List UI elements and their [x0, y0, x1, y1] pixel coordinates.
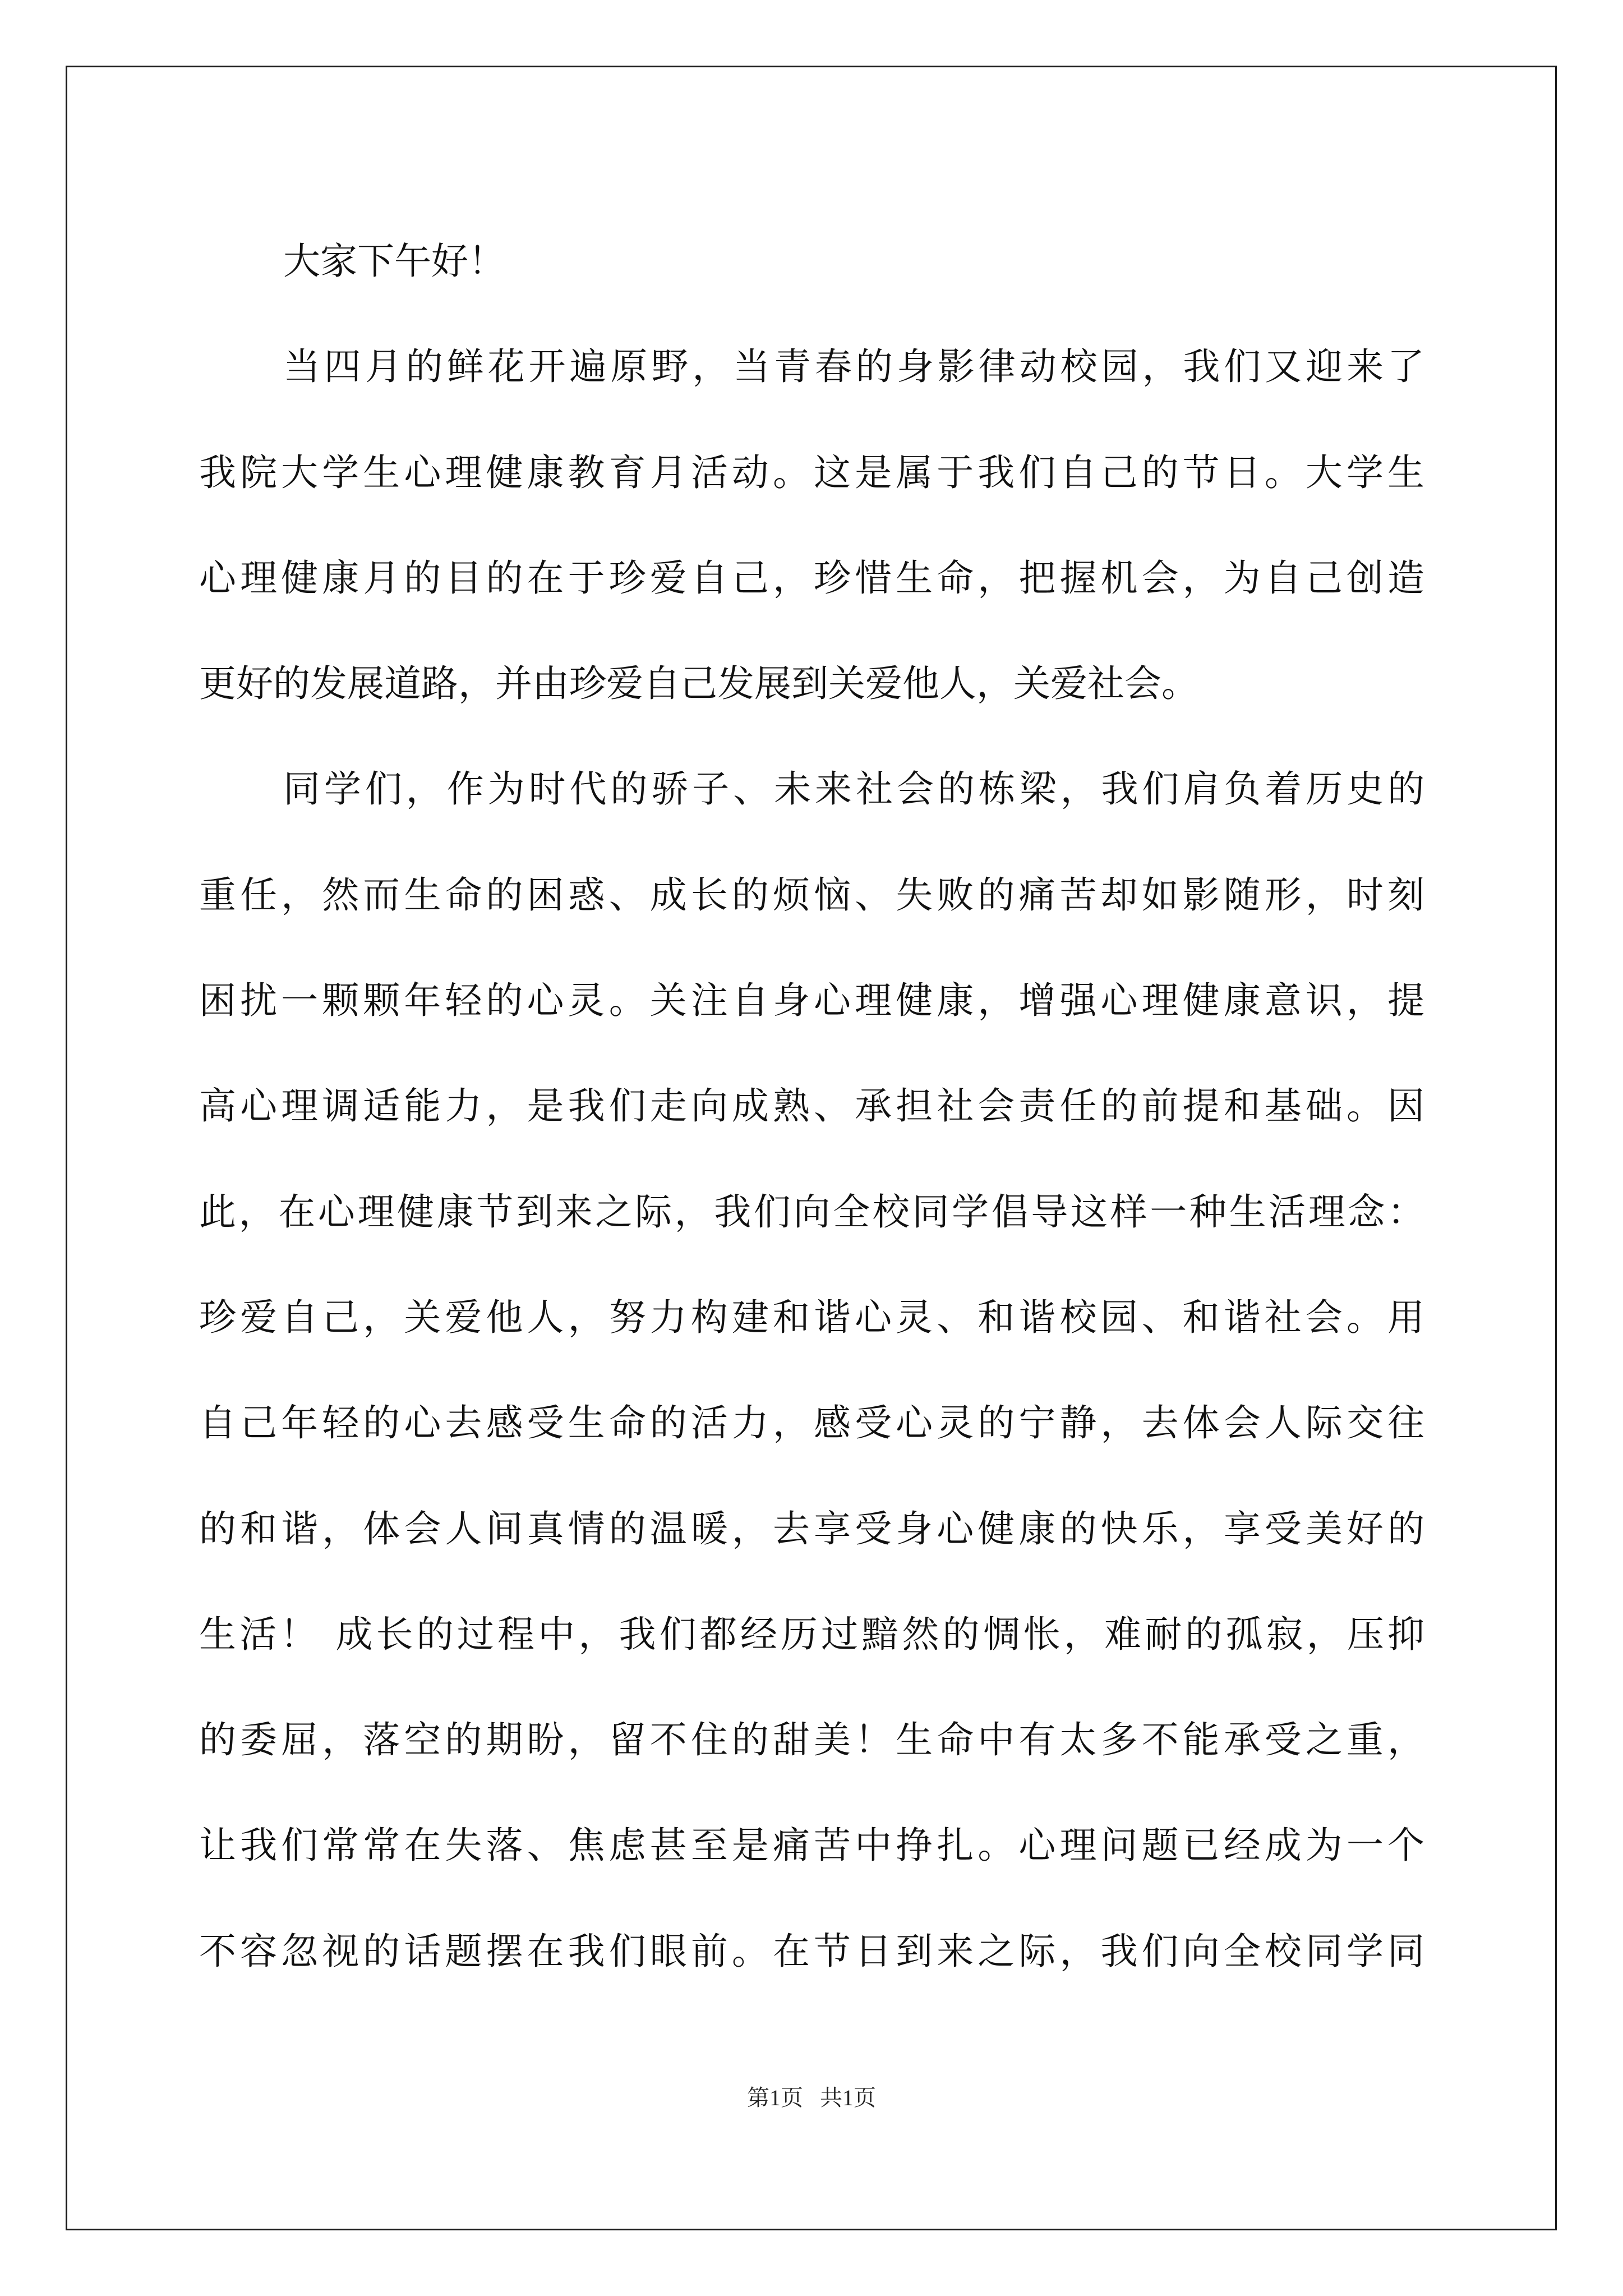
body-line-14: 生活！ 成长的过程中，我们都经历过黯然的惆怅，难耐的孤寂，压抑: [199, 1612, 1424, 1656]
body-line-1: 大家下午好！: [283, 240, 505, 283]
body-line-10: 此，在心理健康节到来之际，我们向全校同学倡导这样一种生活理念：: [199, 1190, 1424, 1234]
body-line-9: 高心理调适能力，是我们走向成熟、承担社会责任的前提和基础。因: [199, 1084, 1424, 1128]
body-line-16: 让我们常常在失落、焦虑甚至是痛苦中挣扎。心理问题已经成为一个: [199, 1824, 1424, 1867]
body-line-17: 不容忽视的话题摆在我们眼前。在节日到来之际，我们向全校同学同: [199, 1929, 1424, 1973]
body-line-12: 自己年轻的心去感受生命的活力，感受心灵的宁静，去体会人际交往: [199, 1401, 1424, 1445]
document-body: [199, 209, 1424, 2004]
body-line-5: 更好的发展道路，并由珍爱自己发展到关爱他人，关爱社会。: [199, 662, 1198, 706]
body-line-11: 珍爱自己，关爱他人，努力构建和谐心灵、和谐校园、和谐社会。用: [199, 1295, 1424, 1339]
body-line-3: 我院大学生心理健康教育月活动。这是属于我们自己的节日。大学生: [199, 450, 1424, 494]
body-line-6: 同学们，作为时代的骄子、未来社会的栋梁，我们肩负着历史的: [283, 767, 1424, 811]
body-line-2: 当四月的鲜花开遍原野，当青春的身影律动校园，我们又迎来了: [283, 345, 1424, 389]
page-footer: 第1页 共1页: [747, 2085, 876, 2110]
body-line-15: 的委屈，落空的期盼，留不住的甜美！生命中有太多不能承受之重，: [199, 1718, 1424, 1762]
body-line-13: 的和谐，体会人间真情的温暖，去享受身心健康的快乐，享受美好的: [199, 1507, 1424, 1550]
body-line-4: 心理健康月的目的在于珍爱自己，珍惜生命，把握机会，为自己创造: [199, 556, 1424, 600]
body-line-7: 重任，然而生命的困惑、成长的烦恼、失败的痛苦却如影随形，时刻: [199, 873, 1424, 917]
body-line-8: 困扰一颗颗年轻的心灵。关注自身心理健康，增强心理健康意识，提: [199, 979, 1424, 1023]
